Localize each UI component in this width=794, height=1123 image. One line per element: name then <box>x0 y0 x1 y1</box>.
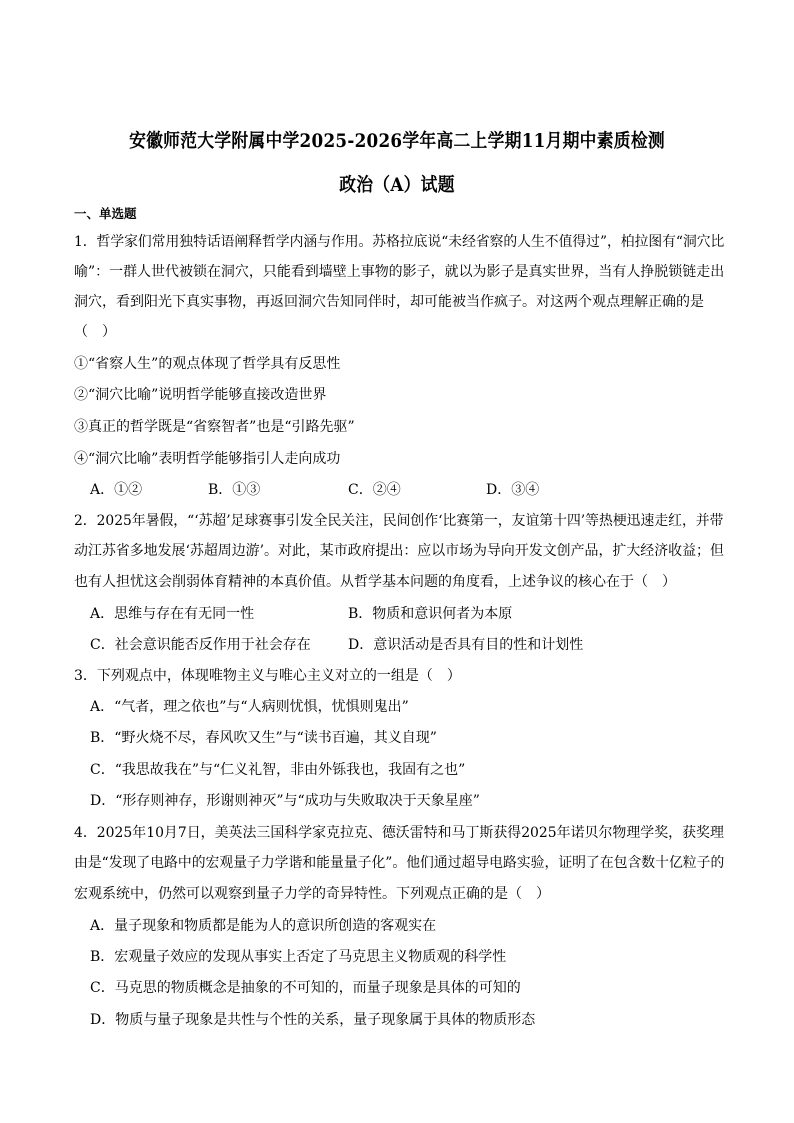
q1-statement: ①“省察人生”的观点体现了哲学具有反思性 <box>74 356 341 372</box>
q1-statement: ②“洞穴比喻”说明哲学能够直接改造世界 <box>74 387 327 403</box>
q4-option-a: A．量子现象和物质都是能为人的意识所创造的客观实在 <box>90 918 437 934</box>
q1-option-b: B．①③ <box>208 482 261 498</box>
q2-stem-line: 2．2025年暑假，“‘苏超’足球赛事引发全民关注，民间创作‘比赛第一，友谊第十四’等热梗迅速走红，并带 <box>74 513 724 529</box>
q2-option-d: D．意识活动是否具有目的性和计划性 <box>348 637 584 653</box>
q4-stem-line: 由是“发现了电路中的宏观量子力学谐和能量量子化”。他们通过超导电路实验，证明了在包含数十亿粒子的 <box>74 855 725 871</box>
q3-option-c: C．“我思故我在”与“仁义礼智，非由外铄我也，我固有之也” <box>90 762 466 778</box>
q4-option-c: C．马克思的物质概念是抽象的不可知的，而量子现象是具体的可知的 <box>90 980 521 996</box>
q2-option-a: A．思维与存在有无同一性 <box>90 606 255 622</box>
q1-option-a: A．①② <box>90 482 143 498</box>
q1-stem-line: （ ） <box>74 324 116 340</box>
q4-stem-line: 宏观系统中，仍然可以观察到量子力学的奇异特性。下列观点正确的是（ ） <box>74 886 550 902</box>
q1-stem-line: 1．哲学家们常用独特话语阐释哲学内涵与作用。苏格拉底说“未经省察的人生不值得过”，柏拉图有“洞穴比 <box>74 234 725 250</box>
q2-stem-line: 动江苏省多地发展‘苏超周边游’。对此，某市政府提出：应以市场为导向开发文创产品，扩大经济收益；但 <box>74 543 724 559</box>
exam-title-line1: 安徽师范大学附属中学2025-2026学年高二上学期11月期中素质检测 <box>129 131 665 152</box>
q4-stem-line: 4．2025年10月7日，美英法三国科学家克拉克、德沃雷特和马丁斯获得2025年诺贝尔物理学奖，获奖理 <box>74 825 724 841</box>
q2-option-b: B．物质和意识何者为本原 <box>348 606 513 622</box>
q3-stem-line: 3．下列观点中，体现唯物主义与唯心主义对立的一组是（ ） <box>74 668 461 684</box>
q1-statement: ③真正的哲学既是“省察智者”也是“引路先驱” <box>74 419 355 435</box>
q3-option-a: A．“气者，理之依也”与“人病则忧惧，忧惧则鬼出” <box>90 699 409 715</box>
q3-option-b: B．“野火烧不尽，春风吹又生”与“读书百遍，其义自现” <box>90 730 437 746</box>
q1-stem-line: 洞穴，看到阳光下真实事物，再返回洞穴告知同伴时，却可能被当作疯子。对这两个观点理解正确的是 <box>74 294 704 310</box>
q2-stem-line: 也有人担忧这会削弱体育精神的本真价值。从哲学基本问题的角度看，上述争议的核心在于（ ） <box>74 574 676 590</box>
section-heading: 一、单选题 <box>74 206 137 221</box>
exam-title-line2: 政治（A）试题 <box>339 175 455 196</box>
q1-stem-line: 喻”：一群人世代被锁在洞穴，只能看到墙壁上事物的影子，就以为影子是真实世界，当有人挣脱锁链走出 <box>74 264 725 280</box>
q2-option-c: C．社会意识能否反作用于社会存在 <box>90 637 311 653</box>
q1-option-c: C．②④ <box>348 482 401 498</box>
q4-option-d: D．物质与量子现象是共性与个性的关系，量子现象属于具体的物质形态 <box>90 1012 536 1028</box>
q1-statement: ④“洞穴比喻”表明哲学能够指引人走向成功 <box>74 451 341 467</box>
q4-option-b: B．宏观量子效应的发现从事实上否定了马克思主义物质观的科学性 <box>90 949 507 965</box>
q1-option-d: D．③④ <box>486 482 540 498</box>
q3-option-d: D．“形存则神存，形谢则神灭”与“成功与失败取决于天象星座” <box>90 793 480 809</box>
